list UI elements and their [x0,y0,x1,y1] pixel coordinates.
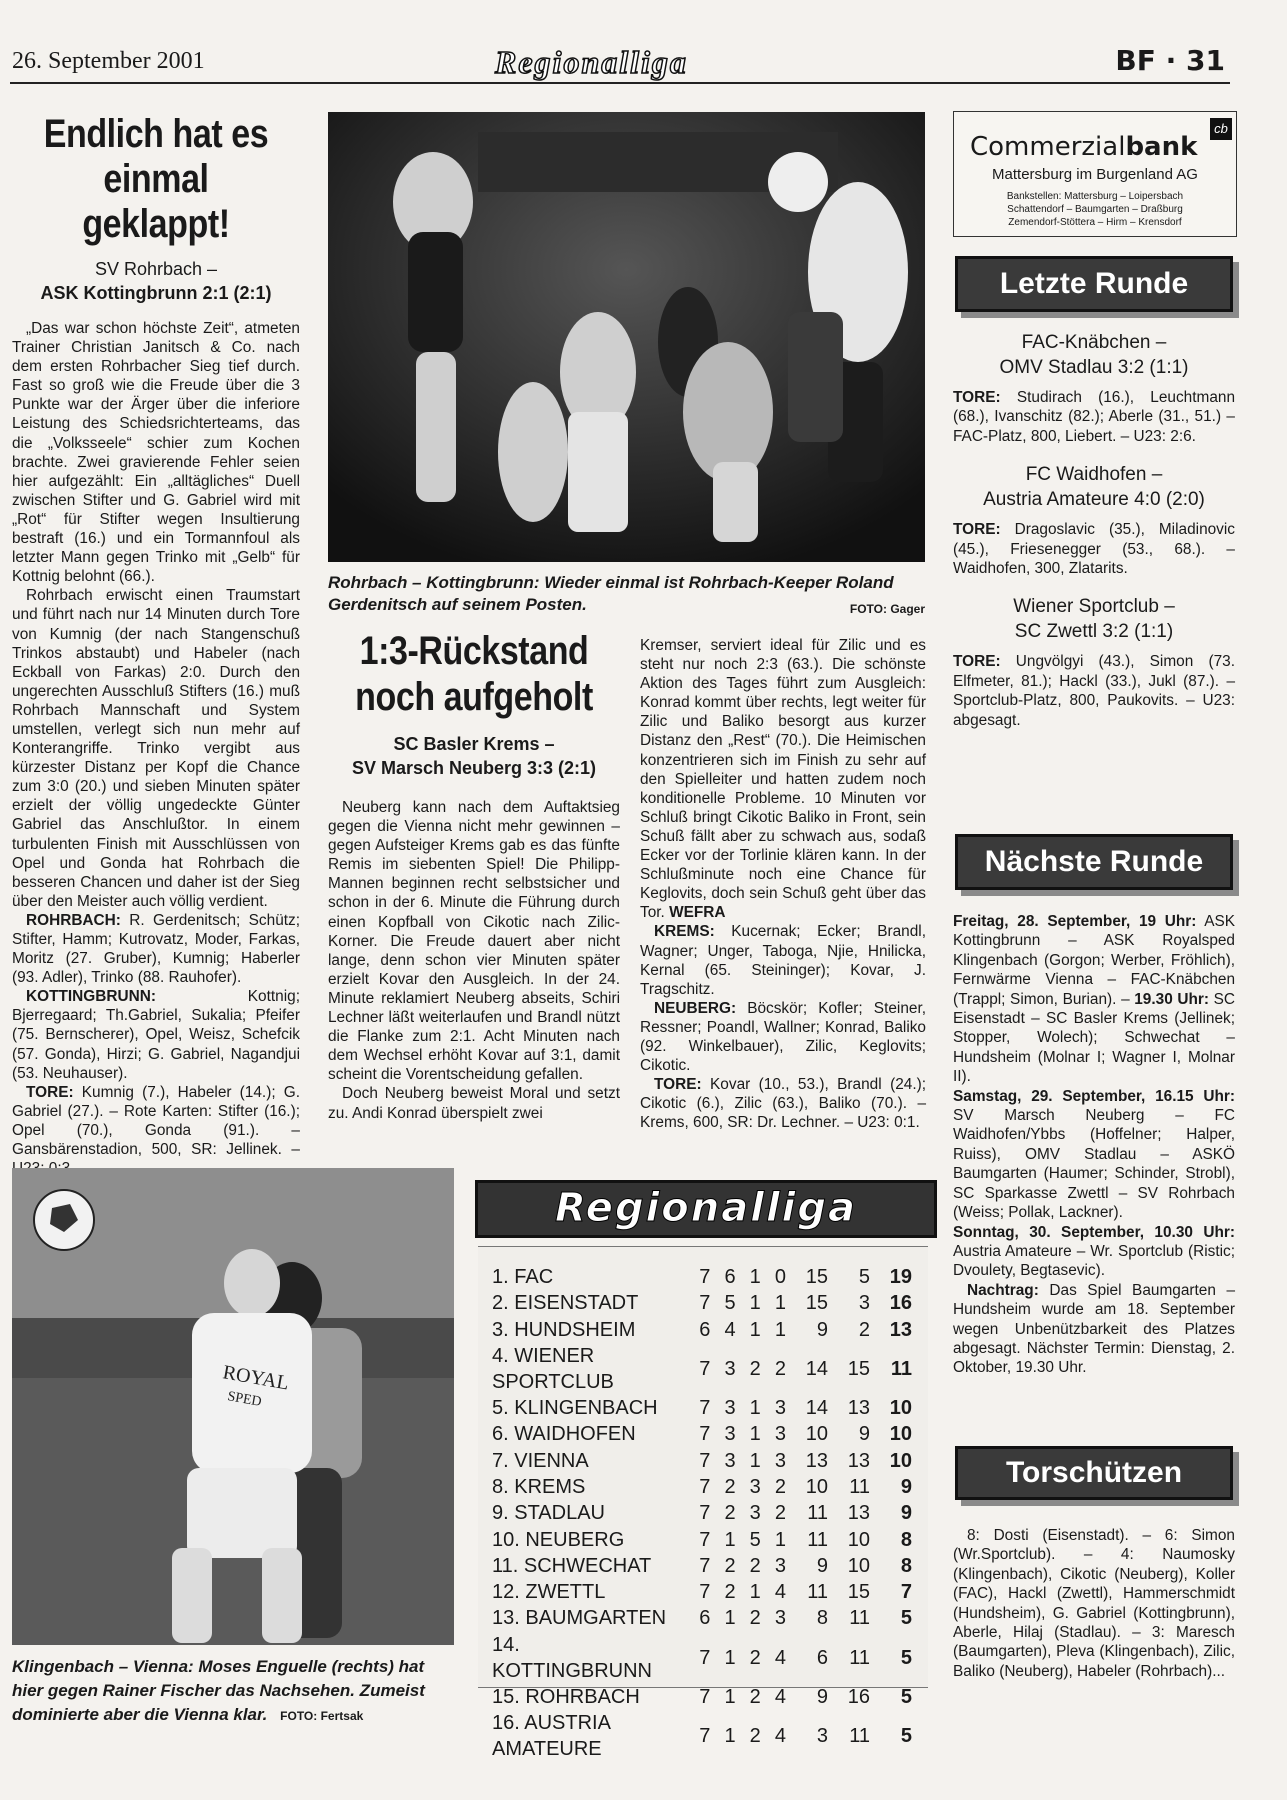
headline-line: 1:3-Rückstand [359,629,589,673]
lineup-home [640,922,926,998]
stat-value: 0 [774,1266,786,1289]
stat-value: 11 [849,1607,870,1630]
lineup-label: NEUBERG: [654,999,737,1017]
table-row [492,1474,912,1500]
stat-value: 15 [805,1292,828,1315]
header-rule [10,82,1230,84]
stat-value: 7 [699,1528,711,1551]
stat-value: 7 [699,1423,711,1446]
team-name: 6. WAIDHOFEN [492,1423,636,1446]
points: 16 [889,1292,912,1315]
table-row [492,1684,912,1710]
result-teams: FC Waidhofen – [1025,464,1163,486]
stat-value: 5 [724,1292,736,1315]
goals-text: Kovar (10., 53.), Brandl (24.); Cikotic (6.), Zilic (63.), Baliko (70.). – Krems, 600, SR: Dr. Lechner. – U23: 0:1. [640,1076,926,1132]
goals-text: Dragoslavic (35.), Miladinovic (45.), Friesenegger (53., 68.). – Waidhofen, 300, Zlatarits. [953,521,1235,578]
points: 5 [900,1685,912,1708]
article-headline [350,628,598,720]
stat-value: 3 [724,1423,736,1446]
paragraph: Neuberg kann nach dem Auftaktsieg gegen die Vienna nicht mehr gewinnen – gegen Aufsteiger Krems gab es das fünfte Remis im siebenten Spiel! Die Philipp-Mannen beginnen recht selbstsicher und schon in der 6. Minute die Führung durch einen Kopfball von Cikotic nach Zilic-Korner. Die Freude dauert aber nicht lange, denn schon vier Minuten später erzielt Kovar den Ausgleich. In der 24. Minute reklamiert Neuberg abseits, Schiri Lechner läßt weiterlaufen und Brandl nützt die Flanke zum 2:1. Acht Minuten nach dem Wechsel erhöht Kovar auf 3:1, damit scheint die Vorentscheidung gefallen. [328,799,620,1084]
stat-value: 2 [749,1685,761,1708]
schedule-text: Austria Amateure – Wr. Sportclub (Ristic; Dvoulety, Begtasevic). [953,1242,1235,1280]
stat-value: 4 [774,1685,786,1708]
ad-brand-regular: Commerzial [970,132,1126,162]
team-name: 8. KREMS [492,1475,586,1498]
stat-value: 7 [699,1581,711,1604]
headline-line: noch aufgeholt [355,675,593,719]
stat-value: 1 [749,1423,761,1446]
paragraph: „Das war schon höchste Zeit“, atmeten Trainer Christian Janitsch & Co. nach dem ersten Rohrbacher Sieg tief durch. Fast so groß wie die Freude über die 3 Punkte war der Ärger über die inferiore Leistung des Schiedsrichterteams, das die „Volksseele“ schier zum Kochen brachte. Zwei gravierende Fehler seien hier aufgezählt: Ein „alltägliches“ Duell zwischen Stifter und G. Gabriel wird mit „Rot“ für Stifter wegen Insultierung bestraft (16.) und ein Tormannfoul als letzter Mann gegen Trinko mit „Gelb“ für Kottnig belohnt (66.). [12,320,300,586]
stat-value: 11 [807,1581,828,1604]
torschuetzen-title: Torschützen [955,1446,1233,1500]
naechste-runde-schedule [953,912,1235,1378]
stat-value: 2 [724,1554,736,1577]
points: 5 [900,1724,912,1747]
schedule-block [953,912,1235,1087]
stat-value: 10 [847,1528,870,1551]
goals [640,1075,926,1132]
ad-branches-line: Schattendorf – Baumgarten – Draßburg [1007,204,1183,215]
letzte-runde-results [953,330,1235,730]
table-row [492,1421,912,1447]
league-table [492,1264,912,1762]
points: 8 [900,1528,912,1551]
goals-label: TORE: [26,1083,74,1101]
ad-subtitle: Mattersburg im Burgenland AG [992,166,1198,183]
team-name: 3. HUNDSHEIM [492,1318,636,1341]
stat-value: 3 [774,1423,786,1446]
points: 9 [900,1475,912,1498]
stat-value: 2 [749,1357,761,1380]
table-row [492,1500,912,1526]
match-teams: SC Basler Krems – [393,734,555,754]
shirt-sponsor-text: SPED [226,1389,263,1410]
stat-value: 1 [774,1318,786,1341]
stat-value: 3 [858,1292,870,1315]
table-row [492,1343,912,1395]
stat-value: 2 [774,1475,786,1498]
points: 13 [889,1318,912,1341]
stat-value: 1 [724,1528,736,1551]
stat-value: 13 [847,1502,870,1525]
result-goals [953,652,1235,730]
stat-value: 7 [699,1266,711,1289]
table-row [492,1553,912,1579]
result-goals [953,388,1235,446]
article-body-col2 [640,636,926,1132]
result-match [953,594,1235,644]
stat-value: 1 [749,1397,761,1420]
stat-value: 7 [699,1502,711,1525]
stat-value: 1 [749,1292,761,1315]
stat-value: 3 [724,1449,736,1472]
ad-branches-line: Bankstellen: Mattersburg – Loipersbach [1006,191,1184,202]
table-row [492,1526,912,1552]
page-number: BF · 31 [1115,44,1225,77]
stat-value: 14 [805,1357,828,1380]
result-score: SC Zwettl 3:2 (1:1) [1014,621,1174,643]
paragraph: Rohrbach erwischt einen Traumstart und führt nach nur 14 Minuten durch Tore von Kumnig (der nach Stangenschuß Trinkos abstaubt) und Habeler (nach Eckball von Farkas) 2:0. Durch den ungerechten Ausschluß Stifters (16.) muß Rohrbach Mannschaft und System umstellen, verlegt sich nun mehr auf Konterangriffe. Trinko vergibt aus kürzester Distanz per Kopf die Chance zum 3:0 (20.) und sieben Minuten später erzielt der völlig ungedeckte Günter Gabriel das Anschlußtor. In einem turbulenten Finish mit Ausschlüssen von Opel und Gonda hat Rohrbach die besseren Chancen und daher ist der Sieg über den Meister auch völlig verdient. [12,587,300,910]
team-name: 13. BAUMGARTEN [492,1607,667,1630]
goals-label: TORE: [953,653,1001,671]
stat-value: 4 [724,1318,736,1341]
team-name: 15. ROHRBACH [492,1685,640,1708]
stat-value: 9 [858,1423,870,1446]
points: 19 [889,1266,912,1289]
points: 7 [900,1581,912,1604]
stat-value: 14 [805,1397,828,1420]
lineup-label: KREMS: [654,923,715,941]
stat-value: 1 [749,1581,761,1604]
author-tag: WEFRA [669,904,726,922]
points: 5 [900,1607,912,1630]
torschuetzen-list: 8: Dosti (Eisenstadt). – 6: Simon (Wr.Sportclub). – 4: Naumosky (Klingenbach), Cikotic (Neuberg), Koller (FAC), Hackl (Zwettl), Hammerschmidt (Hundsheim), G. Gabriel (Kottingbrunn), Aberle, Hilaj (Stadlau). – 3: Maresch (Baumgarten), Pleva (Klingenbach), Zilic, Baliko (Neuberg), Habeler (Rohrbach)... [953,1527,1235,1680]
points: 11 [890,1357,912,1380]
table-row [492,1605,912,1631]
lineup-text: R. Gerdenitsch; Schütz; Stifter, Hamm; Kutrovatz, Moder, Farkas, Moritz (27. Gruber), Kumnig; Haberler (93. Adler), Trinko (88. Rauhofer). [12,911,300,987]
match-line [12,257,300,305]
stat-value: 7 [699,1724,711,1747]
stat-value: 10 [805,1423,828,1446]
team-name: 14. KOTTINGBRUNN [492,1633,652,1682]
stat-value: 3 [749,1502,761,1525]
match-teams: SV Rohrbach – [94,259,218,279]
team-name: 4. WIENER SPORTCLUB [492,1344,614,1393]
paragraph-text: Kremser, serviert ideal für Zilic und es steht nur noch 2:3 (63.). Die schönste Aktion des Tages führt zum Ausgleich: Konrad kommt über rechts, legt weiter für Zilic und Baliko besorgt aus kurzer Distanz den „Rest“ (70.). Die Heimischen konzentrieren sich im Finish zu sehr auf den Spielleiter und hatten zudem noch konditionelle Probleme. 10 Minuten vor Schluß bringt Cikotic Baliko in Front, sein Schuß fällt aber zu schwach aus, sodaß Ecker vor der Torlinie klären kann. In der Schlußminute noch eine Chance für Keglovits, doch sein Schuß geht über das Tor. [640,637,926,922]
team-name: 11. SCHWECHAT [492,1554,652,1577]
naechste-runde-title: Nächste Runde [955,834,1233,890]
stat-value: 6 [816,1646,828,1669]
schedule-block [953,1281,1235,1378]
stat-value: 16 [847,1685,870,1708]
stat-value: 11 [807,1502,828,1525]
schedule-text: SC Eisenstadt – SC Basler Krems (Jellinek; Stopper, Wolech); Schwechat – Hundsheim (Molnar I; Wagner I, Molnar II). [953,990,1235,1086]
ad-brand [970,132,1197,162]
points: 10 [889,1397,912,1420]
lineup-text: Kottnig; Bjerregaard; Th.Gabriel, Sukalia; Pfeifer (75. Bernscherer), Opel, Weisz, Schefcik (57. Gonda), Hirzi; G. Gabriel, Nagandjui (53. Neuhauser). [12,988,300,1082]
paragraph [640,636,926,922]
stat-value: 7 [699,1646,711,1669]
league-table-title: Regionalliga [555,1185,857,1231]
stat-value: 7 [699,1475,711,1498]
schedule-date: Nachtrag: [967,1281,1039,1299]
stat-value: 1 [749,1318,761,1341]
goals-text: Ungvölgyi (43.), Simon (73. Elfmeter, 81.); Hackl (33.), Jukl (87.). – Sportclub-Platz, 800, Paukovits. – U23: abgesagt. [953,653,1235,729]
stat-value: 3 [774,1397,786,1420]
stat-value: 1 [724,1724,736,1747]
lineup-text: Böcskör; Kofler; Steiner, Ressner; Poandl, Wallner; Konrad, Baliko (92. Winkelbauer), Zilic, Keglovits; Cikotic. [640,999,926,1075]
lineup-label: ROHRBACH: [26,911,121,929]
lineup-home [12,911,300,987]
goals-label: TORE: [953,521,1001,539]
stat-value: 6 [724,1266,736,1289]
team-name: 10. NEUBERG [492,1528,625,1551]
schedule-text: SV Marsch Neuberg – FC Waidhofen/Ybbs (Hoffelner; Halper, Ruiss), OMV Stadlau – ASKÖ Baumgarten (Haumer; Schinder, Strobl), SC Sparkasse Zwettl – SV Rohrbach (Weiss; Pollak, Lackner). [953,1107,1235,1222]
stat-value: 10 [805,1475,828,1498]
result-teams: FAC-Knäbchen – [1021,332,1167,353]
stat-value: 3 [774,1449,786,1472]
article-krems [328,628,620,1123]
issue-date: 26. September 2001 [12,48,205,74]
caption-text: Rohrbach – Kottingbrunn: Wieder einmal ist Rohrbach-Keeper Roland Gerdenitsch auf seinem Posten. [328,573,894,614]
lineup-label: KOTTINGBRUNN: [26,988,156,1006]
stat-value: 11 [807,1528,828,1551]
stat-value: 7 [699,1292,711,1315]
photo-klingenbach-image [12,1168,454,1645]
stat-value: 7 [699,1449,711,1472]
stat-value: 13 [805,1449,828,1472]
match-photo-klingenbach [12,1168,454,1645]
stat-value: 3 [749,1475,761,1498]
table-row [492,1632,912,1684]
schedule-block [953,1223,1235,1281]
result-teams: Wiener Sportclub – [1013,596,1175,618]
stat-value: 7 [699,1397,711,1420]
stat-value: 11 [849,1724,870,1747]
article-body [12,319,300,1178]
schedule-date: Freitag, 28. September, 19 Uhr: [953,913,1197,930]
team-name: 9. STADLAU [492,1502,605,1525]
stat-value: 3 [774,1554,786,1577]
schedule-block [953,1087,1235,1223]
commerzialbank-ad [953,111,1237,237]
stat-value: 2 [749,1554,761,1577]
article-rohrbach [12,112,300,1178]
stat-value: 5 [749,1528,761,1551]
result-score: Austria Amateure 4:0 (2:0) [983,489,1205,511]
article-body-col1 [328,798,620,1123]
result-match [953,462,1235,512]
team-name: 7. VIENNA [492,1449,589,1472]
lineup-away [640,999,926,1075]
stat-value: 1 [749,1449,761,1472]
stat-value: 10 [847,1554,870,1577]
paragraph: Doch Neuberg beweist Moral und setzt zu. Andi Konrad überspielt zwei [328,1085,620,1122]
stat-value: 2 [774,1502,786,1525]
table-row [492,1710,912,1762]
schedule-date: 19.30 Uhr: [1134,990,1209,1008]
stat-value: 5 [858,1266,870,1289]
stat-value: 2 [724,1581,736,1604]
points: 9 [900,1502,912,1525]
stat-value: 15 [847,1581,870,1604]
stat-value: 2 [749,1646,761,1669]
standings-table [492,1264,912,1762]
schedule-date: Sonntag, 30. September, 10.30 Uhr: [953,1223,1235,1241]
section-title: Regionalliga [495,44,688,80]
stat-value: 7 [699,1685,711,1708]
stat-value: 6 [699,1318,711,1341]
goals [12,1083,300,1178]
stat-value: 15 [805,1266,828,1289]
stat-value: 1 [724,1607,736,1630]
team-name: 16. AUSTRIA AMATEURE [492,1711,610,1760]
photo-rohrbach-image [328,112,925,562]
table-row [492,1264,912,1290]
table-row [492,1395,912,1421]
stat-value: 2 [774,1357,786,1380]
result-score: OMV Stadlau 3:2 (1:1) [999,357,1189,378]
match-photo-rohrbach [328,112,925,562]
stat-value: 1 [774,1528,786,1551]
stat-value: 9 [816,1318,828,1341]
schedule-date: Samstag, 29. September, 16.15 Uhr: [953,1087,1235,1105]
shirt-sponsor-text: ROYAL [221,1361,291,1395]
stat-value: 13 [847,1449,870,1472]
match-line [328,732,620,780]
match-result: SV Marsch Neuberg 3:3 (2:1) [351,758,597,778]
photo-credit: FOTO: Fertsak [280,1709,364,1723]
schedule-text: Das Spiel Baumgarten – Hundsheim wurde am 18. September wegen Unbenützbarkeit des Platzes abgesagt. Nächster Termin: Dienstag, 2. Oktober, 19.30 Uhr. [953,1281,1236,1377]
goals-label: TORE: [953,389,1001,406]
team-name: 1. FAC [492,1266,554,1289]
caption-text: Klingenbach – Vienna: Moses Enguelle (rechts) hat hier gegen Rainer Fischer das Nachsehen. Zumeist dominierte aber die Vienna klar. [12,1657,425,1724]
stat-value: 4 [774,1724,786,1747]
photo-credit: FOTO: Gager [849,602,925,616]
team-name: 2. EISENSTADT [492,1292,639,1315]
stat-value: 7 [699,1554,711,1577]
result-match [953,330,1235,380]
stat-value: 4 [774,1581,786,1604]
stat-value: 2 [749,1724,761,1747]
stat-value: 1 [749,1266,761,1289]
ad-brand-bold: bank [1125,132,1198,162]
photo-caption [12,1655,454,1728]
result-goals [953,520,1235,578]
photo-caption [328,572,925,620]
stat-value: 2 [858,1318,870,1341]
table-row [492,1447,912,1473]
stat-value: 3 [724,1357,736,1380]
stat-value: 3 [724,1397,736,1420]
team-name: 12. ZWETTL [492,1581,606,1604]
ad-branches-line: Zemendorf-Stöttera – Hirm – Krensdorf [1008,217,1182,228]
table-row [492,1290,912,1316]
league-table-header [475,1180,937,1238]
stat-value: 1 [774,1292,786,1315]
bank-logo-icon: cb [1210,118,1232,140]
stat-value: 3 [774,1607,786,1630]
lineup-away [12,987,300,1082]
points: 5 [900,1646,912,1669]
stat-value: 15 [847,1357,870,1380]
stat-value: 13 [847,1397,870,1420]
goals-text: Kumnig (7.), Habeler (14.); G. Gabriel (27.). – Rote Karten: Stifter (16.); Opel (70.), Gonda (91.). – Gansbärenstadion, 500, SR: Jellinek. – [12,1083,300,1159]
points: 8 [900,1554,912,1577]
goals-text: Studirach (16.), Leuchtmann (68.), Ivanschitz (82.); Aberle (31., 51.) – FAC-Platz, 800, Liebert. – U23: 2:6. [953,389,1235,445]
points: 10 [889,1423,912,1446]
stat-value: 1 [724,1685,736,1708]
ad-branches [954,190,1236,229]
stat-value: 11 [849,1646,870,1669]
letzte-runde-title: Letzte Runde [955,256,1233,312]
stat-value: 1 [724,1646,736,1669]
stat-value: 9 [816,1685,828,1708]
table-row [492,1579,912,1605]
team-name: 5. KLINGENBACH [492,1397,658,1420]
match-result: ASK Kottingbrunn 2:1 (2:1) [40,283,272,303]
stat-value: 9 [816,1554,828,1577]
table-row [492,1317,912,1343]
stat-value: 4 [774,1646,786,1669]
article-headline: Endlich hat es einmal geklappt! [43,112,269,246]
stat-value: 8 [816,1607,828,1630]
stat-value: 2 [724,1502,736,1525]
points: 10 [889,1449,912,1472]
stat-value: 2 [724,1475,736,1498]
stat-value: 6 [699,1607,711,1630]
goals-label: TORE: [654,1076,702,1094]
stat-value: 2 [749,1607,761,1630]
lineup-text: Kucernak; Ecker; Brandl, Wagner; Unger, Taboga, Njie, Hnilicka, Kernal (65. Steininger); Kovar, J. Tragschitz. [640,923,926,998]
schedule-text: ASK Kottingbrunn – ASK Royalsped Klingenbach (Gorgon; Werber, Fröhlich), Fernwärme Vienna – FAC-Knäbchen (Trappl; Simon, Burian). – [953,913,1235,1008]
stat-value: 7 [699,1357,711,1380]
stat-value: 11 [849,1475,870,1498]
stat-value: 3 [816,1724,828,1747]
